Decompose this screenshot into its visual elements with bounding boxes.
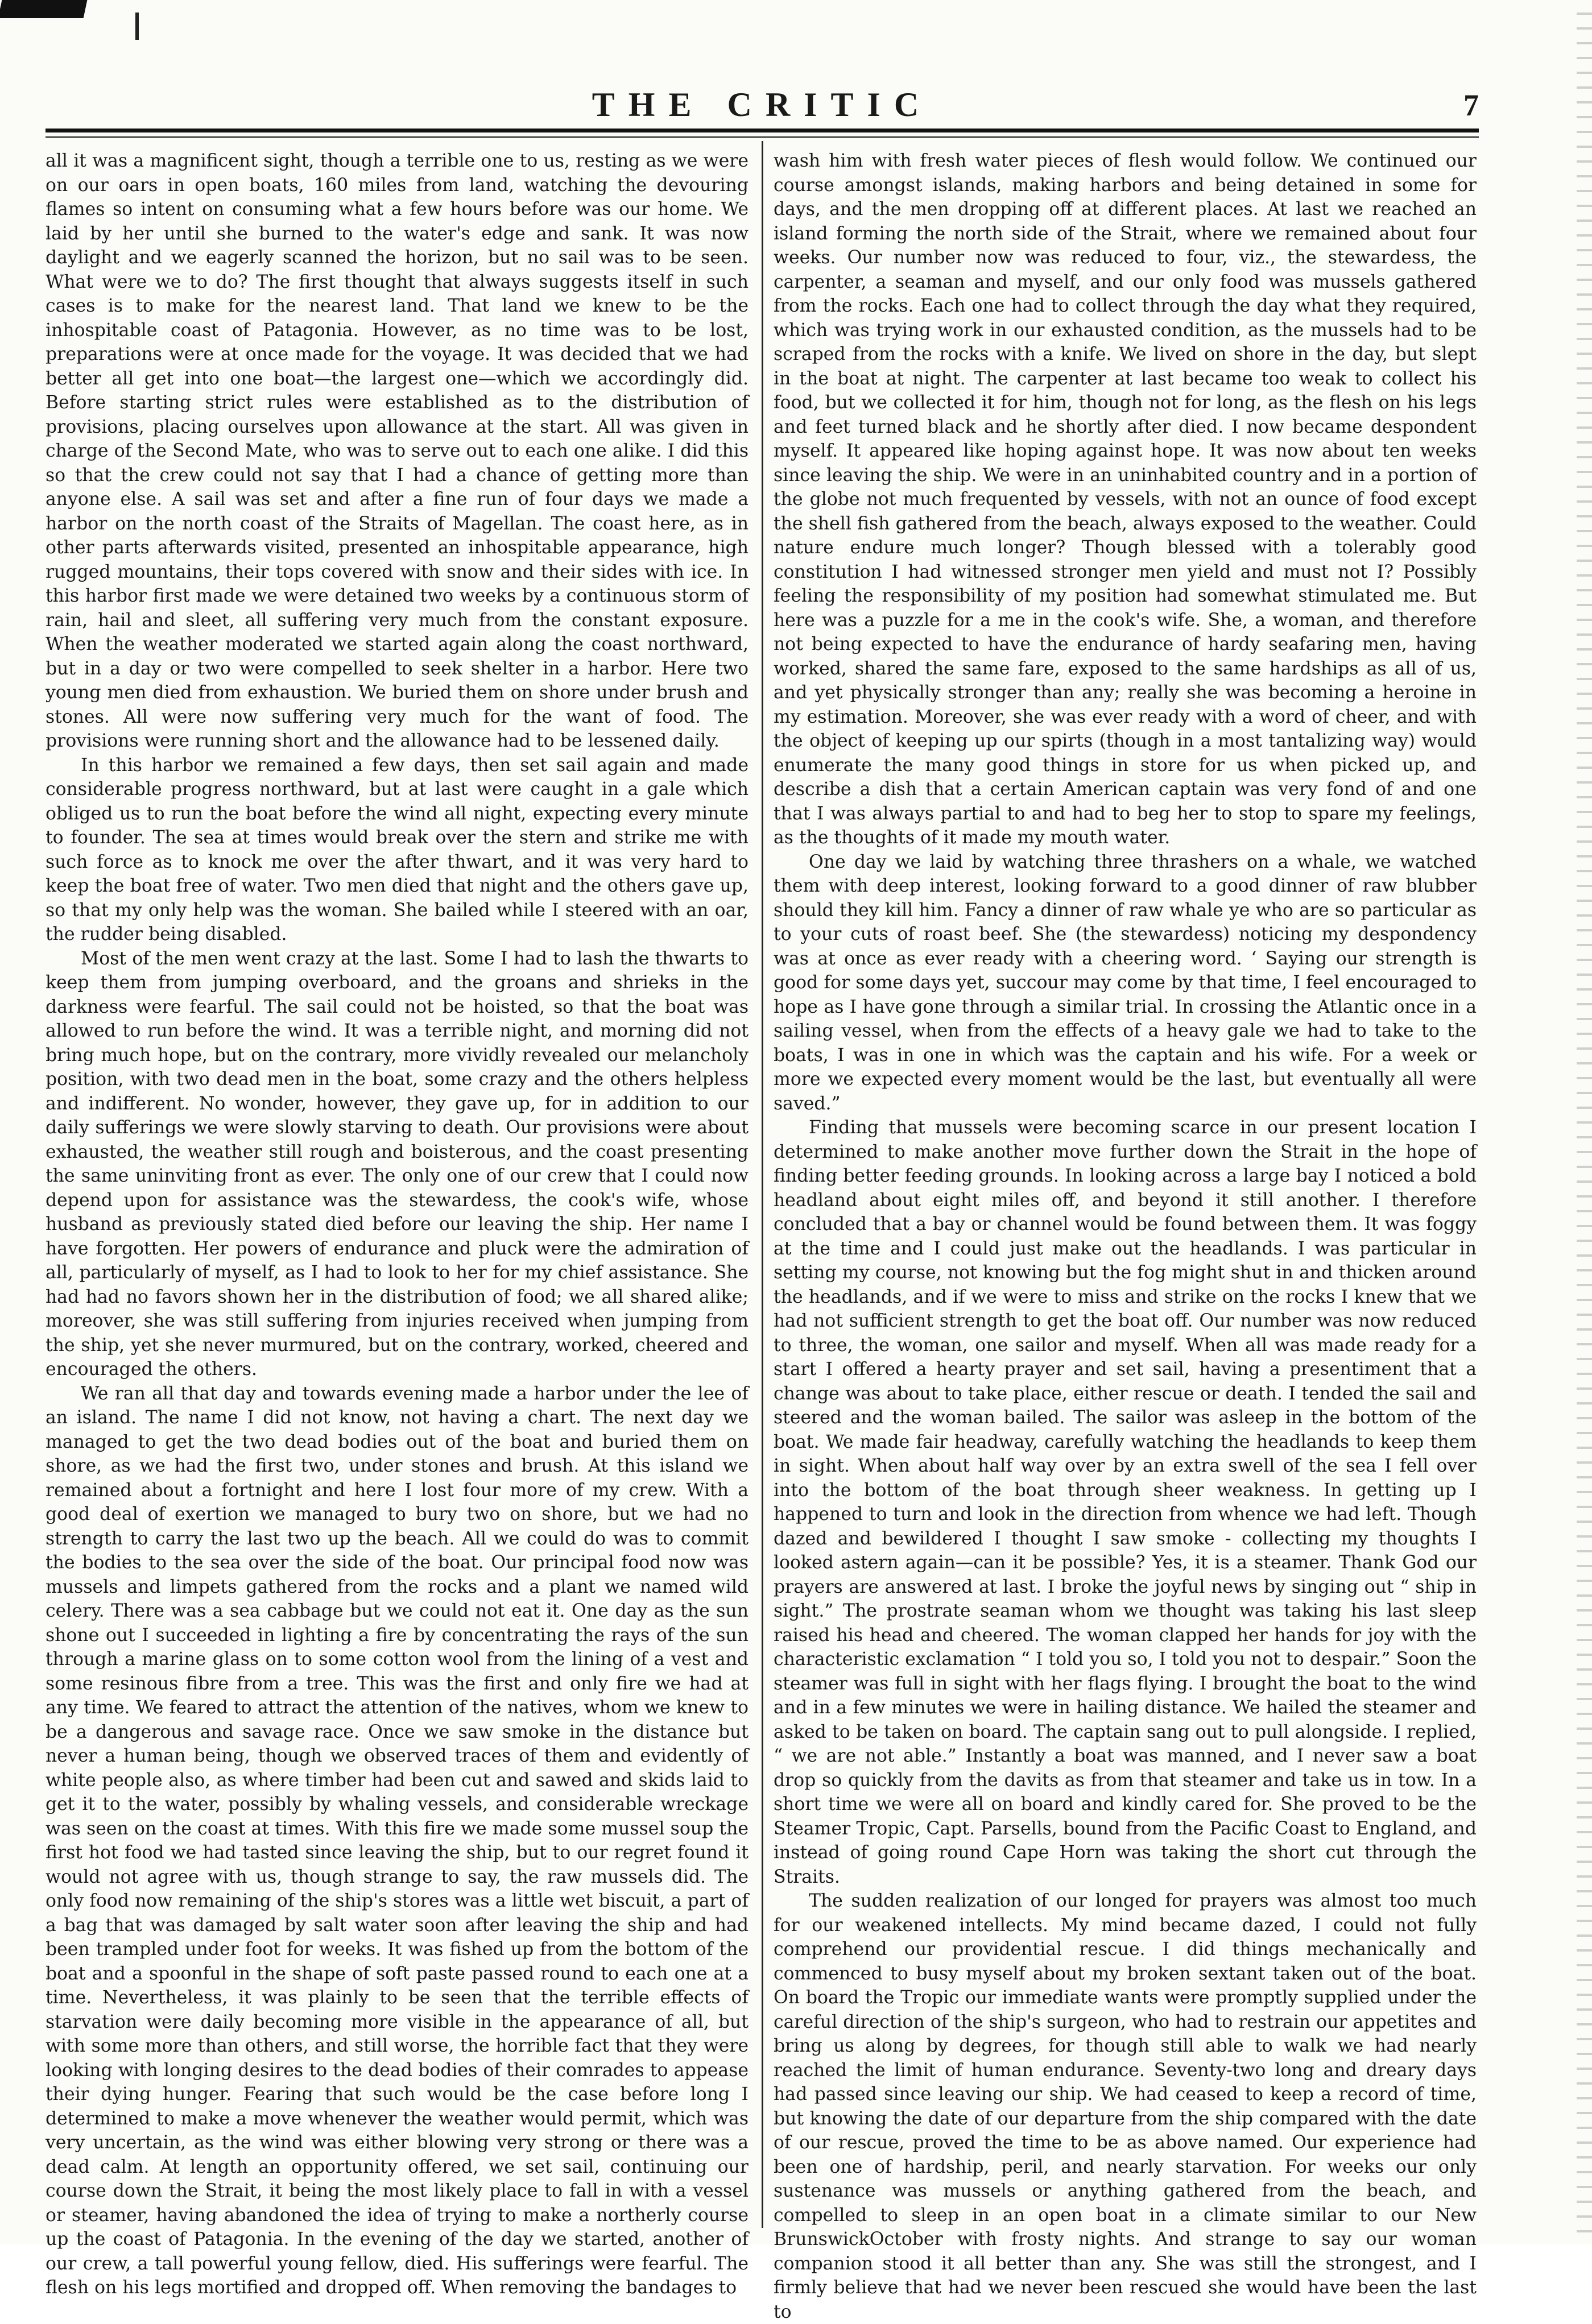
header-rule-thin — [46, 136, 1479, 138]
paragraph: Finding that mussels were becoming scarce in our present location I determined to make another move further down the Strait in the hope of finding better feeding grounds. In looking across a large bay I noticed a bold headland about eight miles off, and beyond it still another. I therefore concluded that a bay or channel would be found between them. It was foggy at the time and I could just make out the headlands. I was particular in setting my course, not knowing but the fog might shut in and thicken around the headlands, and if we were to miss and strike on the rocks I knew that we had not sufficient strength to get the boat off. Our number was now reduced to three, the woman, one sailor and myself. When all was made ready for a start I offered a hearty prayer and set sail, having a presentiment that a change was about to take place, either rescue or death. I tended the sail and steered and the woman bailed. The sailor was asleep in the bottom of the boat. We made fair headway, carefully watching the headlands to keep them in sight. When about half way over by an extra swell of the sea I fell over into the bottom of the boat through sheer weakness. In getting up I happened to turn and look in the direction from whence we had left. Though dazed and bewildered I thought I saw smoke - collecting my thoughts I looked astern again—can it be possible? Yes, it is a steamer. Thank God our prayers are answered at last. I broke the joyful news by singing out “ ship in sight.” The prostrate seaman whom we thought was taking his last sleep raised his head and cheered. The woman clapped her hands for joy with the characteristic exclamation “ I told you so, I told you not to despair.” Soon the steamer was full in sight with her flags flying. I brought the boat to the wind and in a few minutes we were in hailing distance. We hailed the steamer and asked to be taken on board. The captain sang out to pull alongside. I replied, “ we are not able.” Instantly a boat was manned, and I never saw a boat drop so quickly from the davits as from that steamer and take us in tow. In a short time we were all on board and kindly cared for. She proved to be the Steamer Tropic, Capt. Parsells, bound from the Pacific Coast to England, and instead of going round Cape Horn was taking the short cut through the Straits. — [774, 1117, 1477, 1887]
page-number: 7 — [1463, 88, 1479, 122]
column-divider — [762, 141, 763, 2228]
paragraph: We ran all that day and towards evening made a harbor under the lee of an island. The name I did not know, not having a chart. The next day we managed to get the two dead bodies out of the boat and buried them on shore, as we had the first two, under stones and brush. At this island we remained about a fortnight and here I lost four more of my crew. With a good deal of exertion we managed to bury two on shore, but we had no strength to carry the last two up the beach. All we could do was to commit the bodies to the sea over the side of the boat. Our principal food now was mussels and limpets gathered from the rocks and a plant we named wild celery. There was a sea cabbage but we could not eat it. One day as the sun shone out I succeeded in lighting a fire by concentrating the rays of the sun through a marine glass on to some cotton wool from the lining of a vest and some resinous fibre from a tree. This was the first and only fire we had at any time. We feared to attract the attention of the natives, whom we knew to be a dangerous and savage race. Once we saw smoke in the distance but never a human being, though we observed traces of them and evidently of white people also, as where timber had been cut and sawed and skids laid to get it to the water, possibly by whaling vessels, and considerable wreckage was seen on the coast at times. With this fire we made some mussel soup the first hot food we had tasted since leaving the ship, but to our regret found it would not agree with us, though strange to say, the raw mussels did. The only food now remaining of the ship's stores was a little wet biscuit, a part of a bag that was damaged by salt water soon after leaving the ship and had been trampled under foot for weeks. It was fished up from the bottom of the boat and a spoonful in the shape of soft paste passed round to each one at a time. Nevertheless, it was plainly to be seen that the terrible effects of starvation were daily becoming more visible in the appearance of all, but with some more than others, and still worse, the horrible fact that they were looking with longing desires to the dead bodies of their comrades to appease their dying hunger. Fearing that such would be the case before long I determined to make a move whenever the weather would permit, which was very uncertain, as the wind was either blowing very strong or there was a dead calm. At length an opportunity offered, we set sail, continuing our course down the Strait, it being the most likely place to fall in with a vessel or steamer, having abandoned the idea of trying to make a northerly course up the coast of Patagonia. In the evening of the day we started, another of our crew, a tall powerful young fellow, died. His sufferings were fearful. The flesh on his legs mortified and dropped off. When removing the bandages to — [46, 1383, 749, 2298]
page-header — [46, 80, 1479, 125]
scan-tick-mark — [135, 13, 139, 40]
paragraph: Most of the men went crazy at the last. Some I had to lash the thwarts to keep them from jumping overboard, and the groans and shrieks in the darkness were fearful. The sail could not be hoisted, so that the boat was allowed to run before the wind. It was a terrible night, and morning did not bring much hope, but on the contrary, more vividly revealed our melancholy position, with two dead men in the boat, some crazy and the others helpless and indifferent. No wonder, however, they gave up, for in addition to our daily sufferings we were slowly starving to death. Our provisions were about exhausted, the weather still rough and boisterous, and the coast presenting the same uninviting front as ever. The only one of our crew that I could now depend upon for assistance was the stewardess, the cook's wife, whose husband as previously stated died before our leaving the ship. Her name I have forgotten. Her powers of endurance and pluck were the admiration of all, particularly of myself, as I had to look to her for my chief assistance. She had had no favors shown her in the distribution of food; we all shared alike; moreover, she was still suffering from injuries received when jumping from the ship, yet she never murmured, but on the contrary, worked, cheered and encouraged the others. — [46, 948, 749, 1380]
scan-corner-mark — [0, 0, 87, 18]
left-column — [46, 149, 749, 2298]
right-column — [774, 149, 1477, 2322]
header-rule-thick — [46, 129, 1479, 132]
paragraph: The sudden realization of our longed for prayers was almost too much for our weakened intellects. My mind became dazed, I could not fully comprehend our providential rescue. I did things mechanically and commenced to busy myself about my broken sextant taken out of the boat. On board the Tropic our immediate wants were promptly supplied under the careful direction of the ship's surgeon, who had to restrain our appetites and bring us along by degrees, for though still able to walk we had nearly reached the limit of human endurance. Seventy-two long and dreary days had passed since leaving our ship. We had ceased to keep a record of time, but knowing the date of our departure from the ship compared with the date of our rescue, proved the time to be as above named. Our experience had been one of hardship, peril, and nearly starvation. For weeks our only sustenance was mussels or anything gathered from the beach, and compelled to sleep in an open boat in a climate similar to our New BrunswickOctober with frosty nights. And strange to say our woman companion stood it all better than any. She was still the strongest, and I firmly believe that had we never been rescued she would have been the last to — [774, 1891, 1477, 2322]
masthead: THE CRITIC — [592, 86, 933, 123]
paragraph: all it was a magnificent sight, though a terrible one to us, resting as we were on our oars in open boats, 160 miles from land, watching the devouring flames so intent on consuming what a few hours before was our home. We laid by her until she burned to the water's edge and sank. It was now daylight and we eagerly scanned the horizon, but no sail was to be seen. What were we to do? The first thought that always suggests itself in such cases is to make for the nearest land. That land we knew to be the inhospitable coast of Patagonia. However, as no time was to be lost, preparations were at once made for the voyage. It was decided that we had better all get into one boat—the largest one—which we accordingly did. Before starting strict rules were established as to the distribution of provisions, placing ourselves upon allowance at the start. All was given in charge of the Second Mate, who was to serve out to each one alike. I did this so that the crew could not say that I had a chance of getting more than anyone else. A sail was set and after a fine run of four days we made a harbor on the north coast of the Straits of Magellan. The coast here, as in other parts afterwards visited, presented an inhospitable appearance, high rugged mountains, their tops covered with snow and their sides with ice. In this harbor first made we were detained two weeks by a continuous storm of rain, hail and sleet, all suffering very much from the constant exposure. When the weather moderated we started again along the coast northward, but in a day or two were compelled to seek shelter in a harbor. Here two young men died from exhaustion. We buried them on shore under brush and stones. All were now suffering very much for the want of food. The provisions were running short and the allowance had to be lessened daily. — [46, 151, 749, 751]
page-right-edge — [1577, 0, 1592, 2244]
paragraph: wash him with fresh water pieces of flesh would follow. We continued our course amongst islands, making harbors and being detained in some for days, and the men dropping off at different places. At last we reached an island forming the north side of the Strait, where we remained about four weeks. Our number now was reduced to four, viz., the stewardess, the carpenter, a seaman and myself, and our only food was mussels gathered from the rocks. Each one had to collect through the day what they required, which was trying work in our exhausted condition, as the mussels had to be scraped from the rocks with a knife. We lived on shore in the day, but slept in the boat at night. The carpenter at last became too weak to collect his food, but we collected it for him, though not for long, as the flesh on his legs and feet turned black and he shortly after died. I now became despondent myself. It appeared like hoping against hope. It was now about ten weeks since leaving the ship. We were in an uninhabited country and in a portion of the globe not much frequented by vessels, with not an ounce of food except the shell fish gathered from the beach, always exposed to the weather. Could nature endure much longer? Though blessed with a tolerably good constitution I had witnessed stronger men yield and must not I? Possibly feeling the responsibility of my position had somewhat stimulated me. But here was a puzzle for a me in the cook's wife. She, a woman, and therefore not being expected to have the endurance of hardy seafaring men, having worked, shared the same fare, exposed to the same hardships as all of us, and yet physically stronger than any; really she was becoming a heroine in my estimation. Moreover, she was ever ready with a word of cheer, and with the object of keeping up our spirts (though in a most tantalizing way) would enumerate the many good things in store for us when picked up, and describe a dish that a certain American captain was very fond of and one that I was always partial to and had to beg her to stop to spare my feelings, as the thoughts of it made my mouth water. — [774, 151, 1477, 848]
paragraph: One day we laid by watching three thrashers on a whale, we watched them with deep interest, looking forward to a good dinner of raw blubber should they kill him. Fancy a dinner of raw whale ye who are so particular as to your cuts of roast beef. She (the stewardess) noticing my despondency was at once as ever ready with a cheering word. ‘ Saying our strength is good for some days yet, succour may come by that time, I feel encouraged to hope as I have gone through a similar trial. In crossing the Atlantic once in a sailing vessel, when from the effects of a heavy gale we had to take to the boats, I was in one in which was the captain and his wife. For a week or more we expected every moment would be the last, but eventually all were saved.” — [774, 851, 1477, 1114]
paragraph: In this harbor we remained a few days, then set sail again and made considerable progress northward, but at last were caught in a gale which obliged us to run the boat before the wind all night, expecting every minute to founder. The sea at times would break over the stern and strike me with such force as to knock me over the after thwart, and it was very hard to keep the boat free of water. Two men died that night and the others gave up, so that my only help was the woman. She bailed while I steered with an oar, the rudder being disabled. — [46, 755, 749, 944]
